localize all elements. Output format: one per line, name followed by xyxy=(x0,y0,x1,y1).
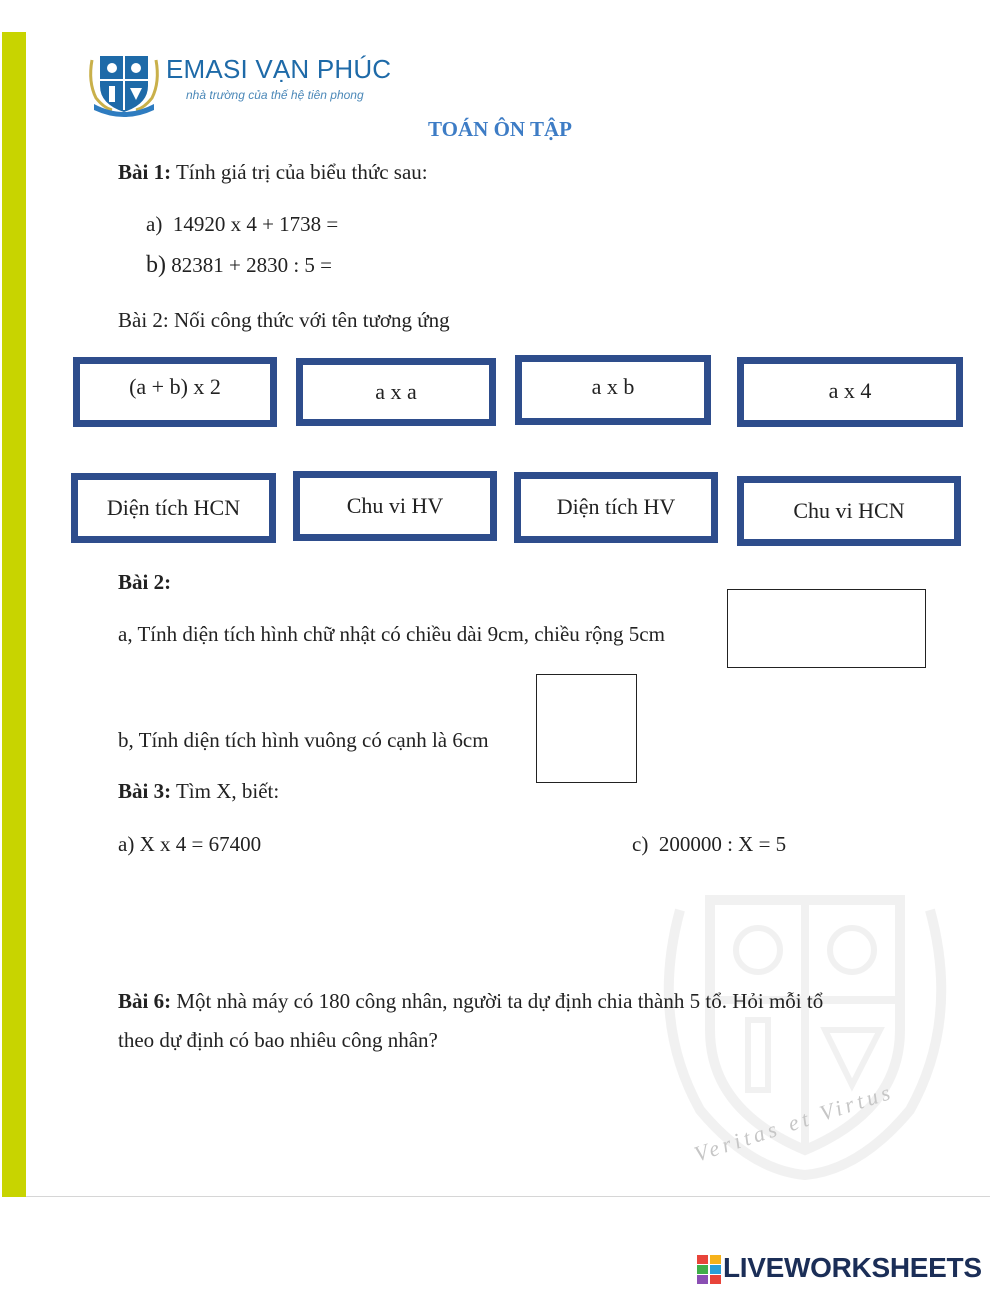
bai2-area-item-b: b, Tính diện tích hình vuông có cạnh là 6cm xyxy=(118,728,489,752)
bai3-item-c-expr: 200000 : X = 5 xyxy=(658,832,787,856)
bai1-item-b-label: b) xyxy=(146,252,166,278)
left-accent-bar xyxy=(2,32,26,1197)
liveworksheets-logo-icon xyxy=(697,1255,721,1285)
bai1-prompt: Tính giá trị của biểu thức sau: xyxy=(175,160,428,184)
formula-box-rectangle-area[interactable]: a x b xyxy=(515,355,711,425)
brand-name: EMASI VẠN PHÚC xyxy=(166,54,392,84)
bai6-line2: theo dự định có bao nhiêu công nhân? xyxy=(118,1028,438,1052)
bai1-item-a-expr: 14920 x 4 + 1738 = xyxy=(172,212,339,236)
bai1-heading xyxy=(118,160,428,185)
bai6-label: Bài 6: xyxy=(118,989,172,1013)
formula-box-square-perimeter[interactable]: a x 4 xyxy=(737,357,963,427)
bai2-area-label: Bài 2: xyxy=(118,570,172,594)
answer-box-rectangle-area[interactable] xyxy=(727,589,926,668)
bai3-label: Bài 3: xyxy=(118,779,172,803)
bai2-area-heading xyxy=(118,570,171,595)
name-box-square-perimeter[interactable]: Chu vi HV xyxy=(293,471,497,541)
formula-box-square-area[interactable]: a x a xyxy=(296,358,496,426)
worksheet-title: TOÁN ÔN TẬP xyxy=(428,117,572,141)
bai1-item-a-label: a) xyxy=(146,212,163,236)
bai1-item-b xyxy=(146,252,332,279)
bai2-match-prompt: Bài 2: Nối công thức với tên tương ứng xyxy=(118,308,450,332)
bai6-text-line1: Một nhà máy có 180 công nhân, người ta dự định chia thành 5 tổ. Hỏi mỗi tổ xyxy=(176,989,824,1013)
bai6-line1 xyxy=(118,989,823,1014)
bai1-label: Bài 1: xyxy=(118,160,172,184)
watermark-motto: Veritas et Virtus xyxy=(691,1078,897,1167)
bai2-area-item-a: a, Tính diện tích hình chữ nhật có chiều dài 9cm, chiều rộng 5cm xyxy=(118,622,665,646)
formula-box-perimeter-rectangle[interactable]: (a + b) x 2 xyxy=(73,357,277,427)
page-divider xyxy=(26,1196,990,1197)
name-box-square-area[interactable]: Diện tích HV xyxy=(514,472,718,543)
bai3-item-a: a) X x 4 = 67400 xyxy=(118,832,262,856)
bai3-item-c-label: c) xyxy=(632,832,649,856)
bai3-heading xyxy=(118,779,279,804)
answer-box-square-area[interactable] xyxy=(536,674,637,783)
bai3-prompt: Tìm X, biết: xyxy=(175,779,280,803)
bai1-item-a xyxy=(146,212,338,237)
bai3-item-c xyxy=(632,832,786,857)
brand-tagline: nhà trường của thế hệ tiên phong xyxy=(186,88,364,102)
name-box-rectangle-perimeter[interactable]: Chu vi HCN xyxy=(737,476,961,546)
bai1-item-b-expr: 82381 + 2830 : 5 = xyxy=(171,253,333,277)
watermark-crest xyxy=(640,880,970,1180)
name-box-rectangle-area[interactable]: Diện tích HCN xyxy=(71,473,276,543)
school-crest-logo xyxy=(84,48,164,118)
liveworksheets-brand[interactable]: LIVEWORKSHEETS xyxy=(723,1252,982,1283)
